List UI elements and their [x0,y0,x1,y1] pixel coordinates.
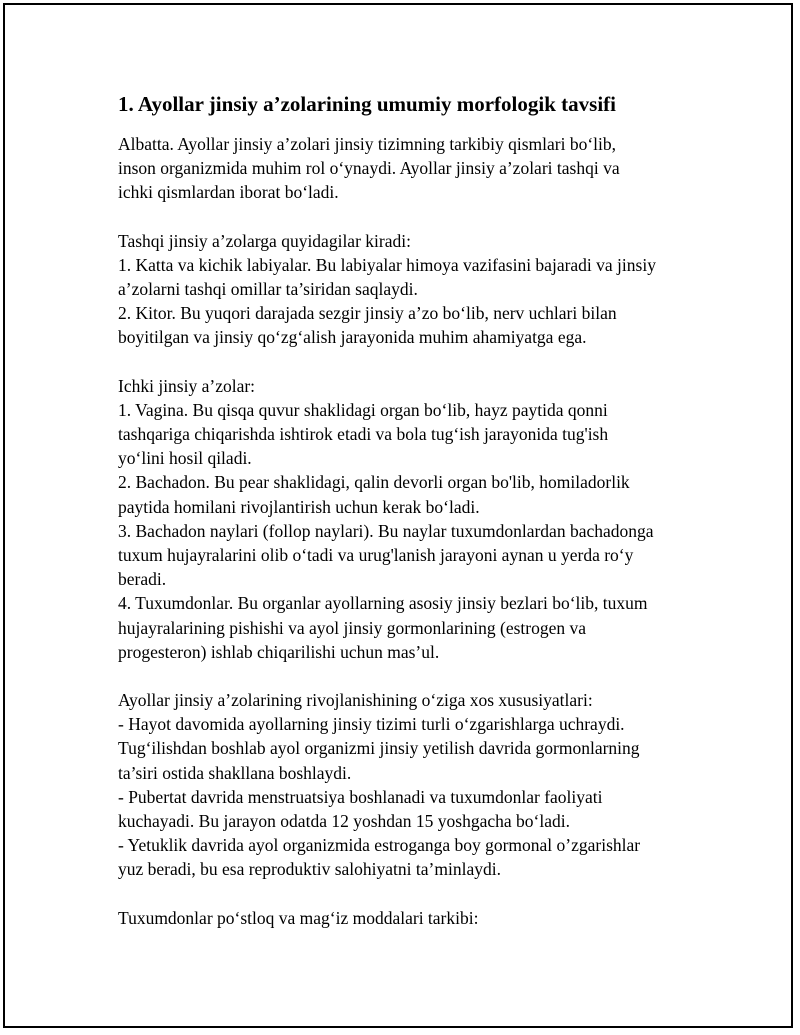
text-line: beradi. [118,569,167,590]
section-heading: Tuxumdonlar po‘stloq va mag‘iz moddalari tarkibi: [118,907,479,928]
development-section [118,688,718,882]
text-line: 3. Bachadon naylari (follop naylari). Bu naylar tuxumdonlardan bachadonga [118,520,654,541]
text-line: - Yetuklik davrida ayol organizmida estroganga boy gormonal o’zgarishlar [118,835,641,856]
text-line: - Pubertat davrida menstruatsiya boshlanadi va tuxumdonlar faoliyati [118,786,603,807]
text-line: tuxum hujayralarini olib o‘tadi va urug'lanish jarayoni aynan u yerda ro‘y [118,545,634,566]
text-line: 1. Katta va kichik labiyalar. Bu labiyalar himoya vazifasini bajaradi va jinsiy [118,254,656,275]
text-line: Albatta. Ayollar jinsiy a’zolari jinsiy tizimning tarkibiy qismlari bo‘lib, [118,134,617,154]
text-line: paytida homilani rivojlantirish uchun kerak bo‘ladi. [118,496,480,517]
text-line: tashqariga chiqarishda ishtirok etadi va bola tug‘ish jarayonida tug'ish [118,424,609,445]
text-line: 4. Tuxumdonlar. Bu organlar ayollarning asosiy jinsiy bezlari bo‘lib, tuxum [118,593,648,614]
intro-paragraph [118,132,718,205]
text-line: inson organizmida muhim rol o‘ynaydi. Ayollar jinsiy a’zolari tashqi va [118,158,620,179]
text-line: a’zolarni tashqi omillar ta’siridan saqlaydi. [118,279,418,300]
section-heading: Ayollar jinsiy a’zolarining rivojlanishining o‘ziga xos xususiyatlari: [118,690,593,711]
document-title: 1. Ayollar jinsiy a’zolarining umumiy morfologik tavsifi [118,92,616,116]
text-line: yuz beradi, bu esa reproduktiv salohiyatni ta’minlaydi. [118,859,501,880]
section-heading: Tashqi jinsiy a’zolarga quyidagilar kiradi: [118,230,411,251]
text-line: hujayralarining pishishi va ayol jinsiy gormonlarining (estrogen va [118,617,587,638]
internal-organs-section [118,374,718,664]
ovaries-section [118,906,718,930]
text-line: 1. Vagina. Bu qisqa quvur shaklidagi organ bo‘lib, hayz paytida qonni [118,399,608,420]
text-line: progesteron) ishlab chiqarilishi uchun mas’ul. [118,641,440,662]
text-line: yo‘lini hosil qiladi. [118,448,252,469]
document-body [118,90,718,954]
text-line: - Hayot davomida ayollarning jinsiy tizimi turli o‘zgarishlarga uchraydi. [118,714,625,735]
text-line: Tug‘ilishdan boshlab ayol organizmi jinsiy yetilish davrida gormonlarning [118,738,640,759]
text-line: ichki qismlardan iborat bo‘ladi. [118,182,339,203]
text-line: ta’siri ostida shakllana boshlaydi. [118,762,352,783]
external-organs-section [118,229,718,350]
section-heading: Ichki jinsiy a’zolar: [118,375,256,396]
text-line: boyitilgan va jinsiy qo‘zg‘alish jarayonida muhim ahamiyatga ega. [118,327,587,348]
text-line: kuchayadi. Bu jarayon odatda 12 yoshdan 15 yoshgacha bo‘ladi. [118,811,570,832]
text-line: 2. Bachadon. Bu pear shaklidagi, qalin devorli organ bo'lib, homiladorlik [118,472,630,493]
text-line: 2. Kitor. Bu yuqori darajada sezgir jinsiy a’zo bo‘lib, nerv uchlari bilan [118,303,617,324]
